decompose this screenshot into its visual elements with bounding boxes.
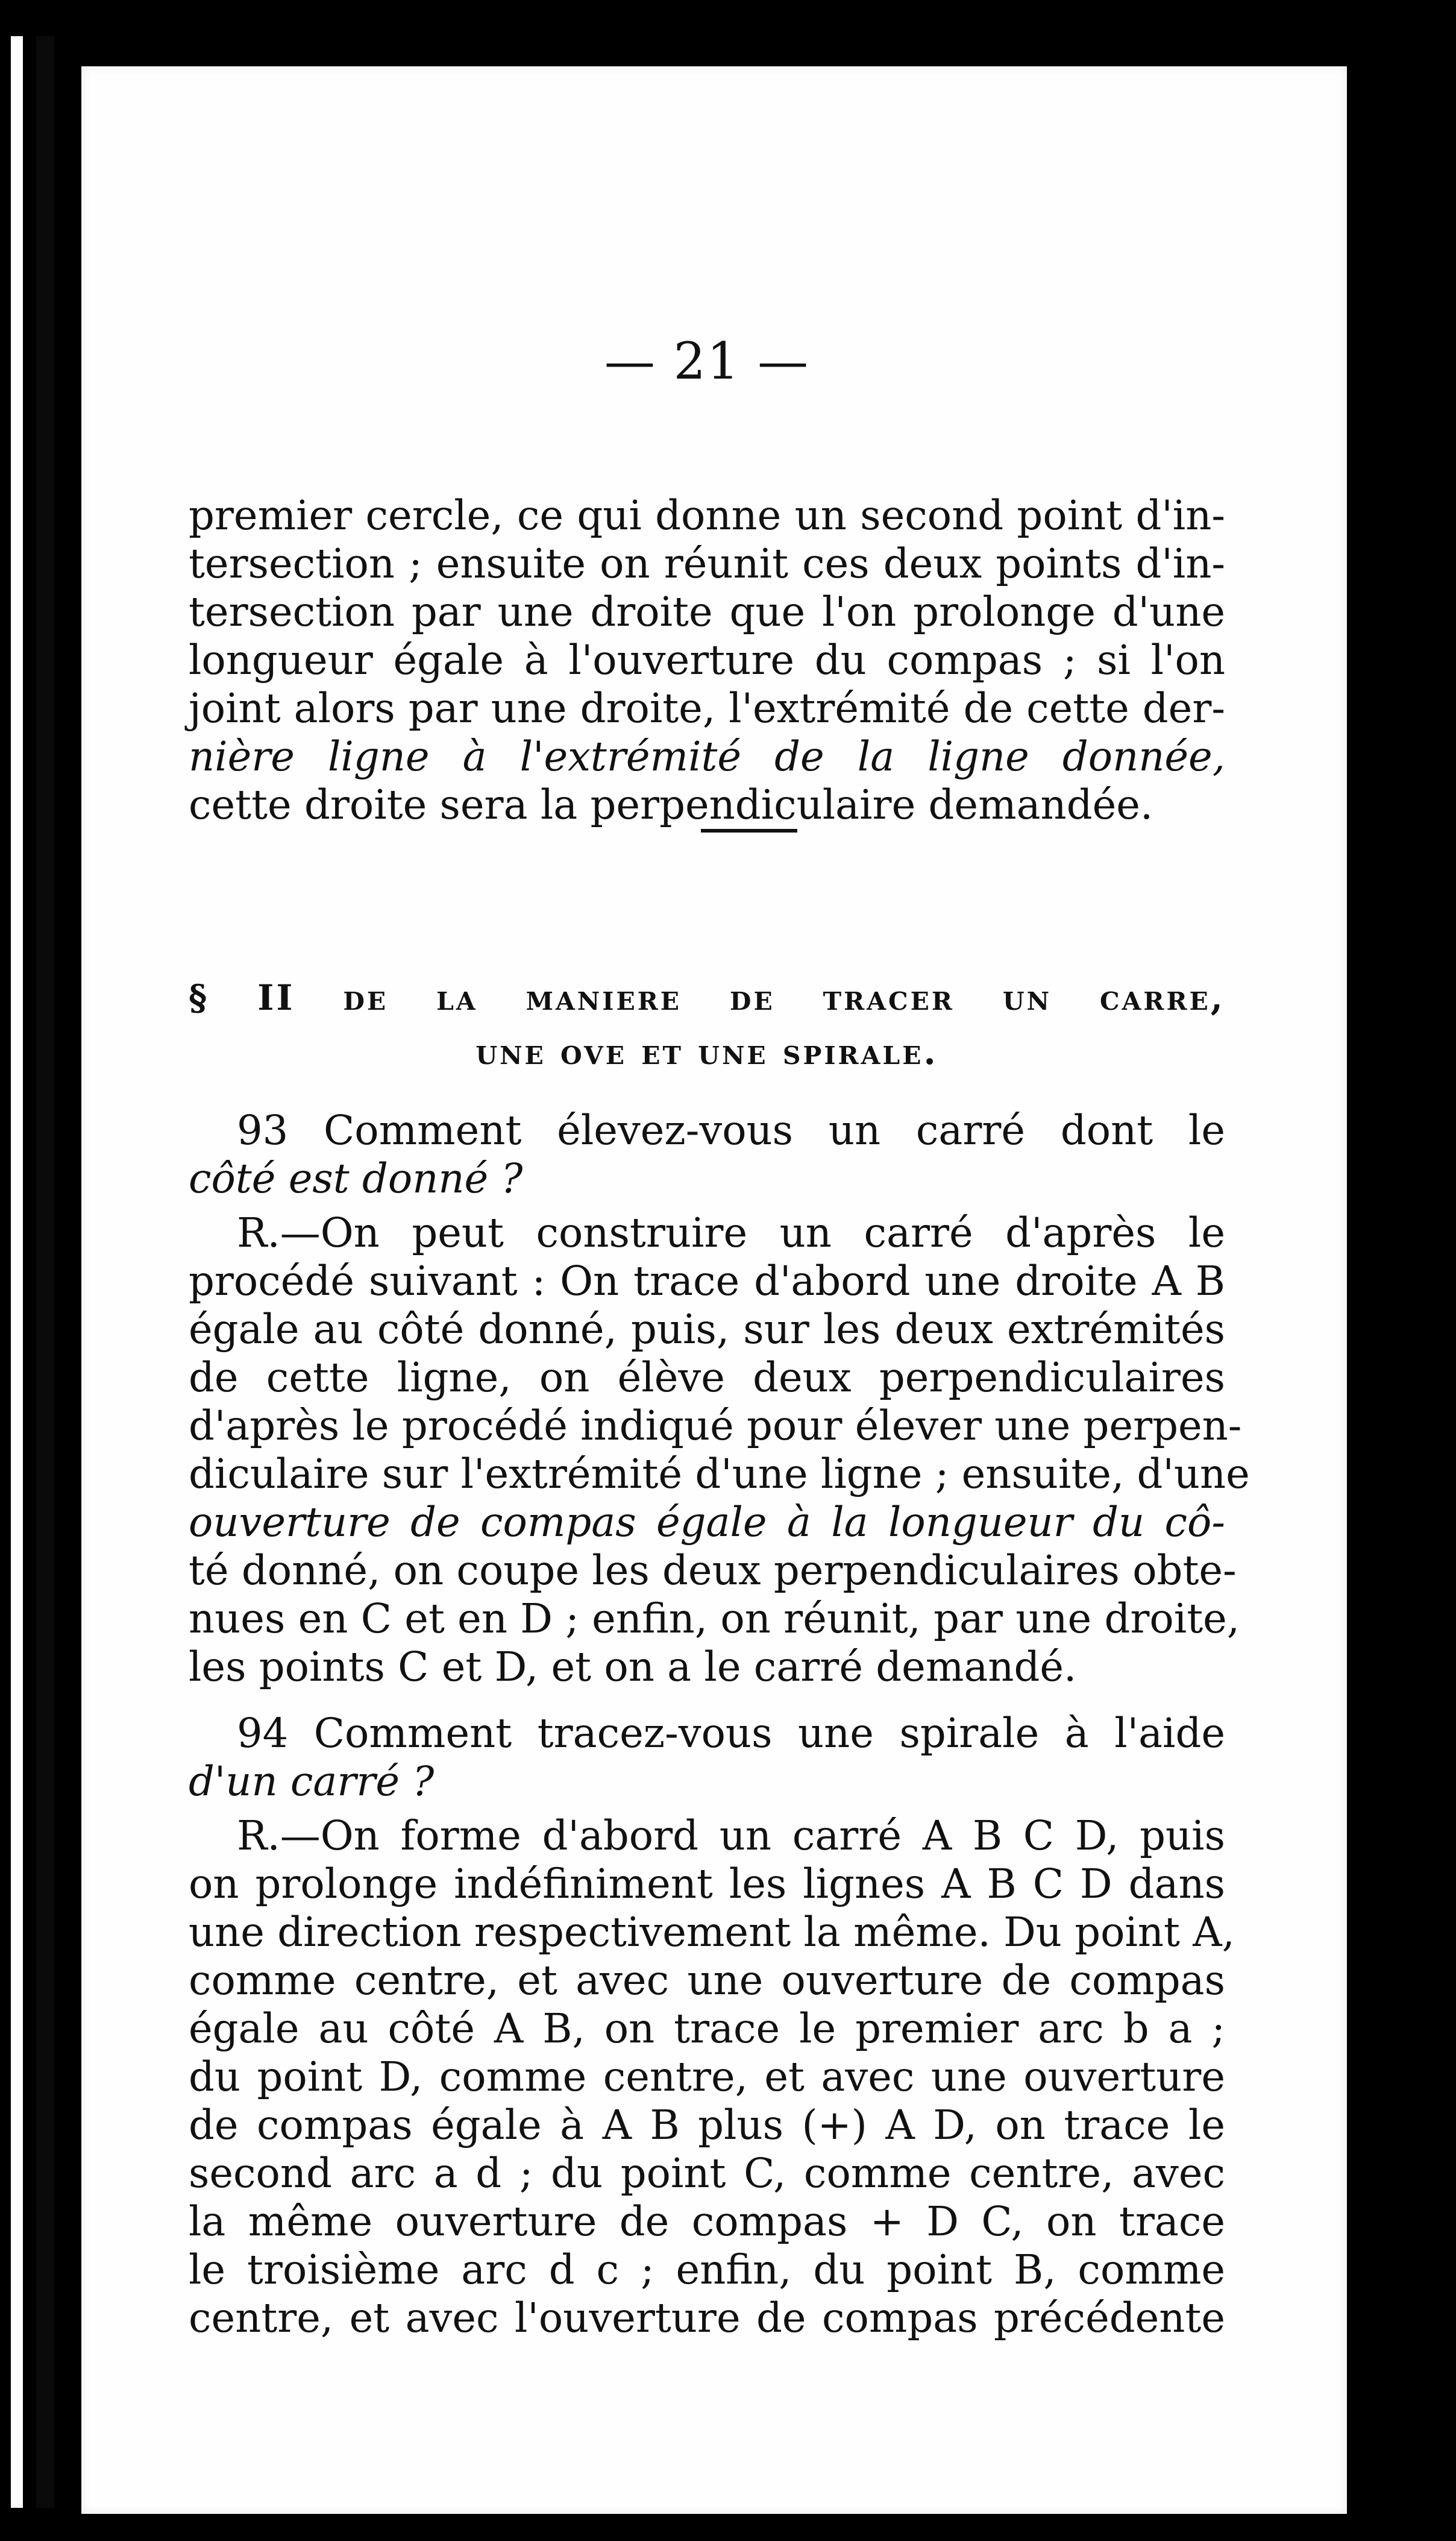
binding-shadow: [36, 36, 54, 2508]
answer-line: ouverture de compas égale à la longueur du cô-: [189, 1499, 1225, 1546]
page-number: — 21 —: [604, 332, 810, 391]
answer-line: té donné, on coupe les deux perpendiculaires obte-: [189, 1547, 1237, 1594]
answer-line: R.—On peut construire un carré d'après le: [237, 1209, 1225, 1256]
answer-line: nues en C et en D ; enfin, on réunit, par une droite,: [189, 1595, 1240, 1642]
question-line: 94 Comment tracez-vous une spirale à l'aide: [237, 1710, 1225, 1757]
answer-line: égale au côté A B, on trace le premier arc b a ;: [189, 2005, 1225, 2052]
text-line: tersection ; ensuite on réunit ces deux points d'in-: [189, 540, 1225, 587]
text-line: nière ligne à l'extrémité de la ligne donnée,: [189, 733, 1225, 780]
section-separator-rule: [701, 829, 797, 833]
text-line: longueur égale à l'ouverture du compas ; si l'on: [189, 637, 1225, 684]
answer-line: d'après le procédé indiqué pour élever une perpen-: [189, 1402, 1242, 1449]
previous-page-edge: [11, 36, 23, 2508]
text-line: tersection par une droite que l'on prolonge d'une: [189, 588, 1225, 635]
answer-line: de cette ligne, on élève deux perpendiculaires: [189, 1354, 1225, 1401]
answer-line: R.—On forme d'abord un carré A B C D, puis: [237, 1812, 1225, 1859]
answer-line: diculaire sur l'extrémité d'une ligne ; ensuite, d'une: [189, 1450, 1250, 1497]
section-heading-line: § II de la maniere de tracer un carre,: [189, 977, 1225, 1018]
answer-line: une direction respectivement la même. Du point A,: [189, 1909, 1235, 1956]
answer-line: égale au côté donné, puis, sur les deux extrémités: [189, 1306, 1225, 1353]
book-page: [81, 66, 1347, 2514]
answer-line: on prolonge indéfiniment les lignes A B C D dans: [189, 1860, 1225, 1907]
text-line: cette droite sera la perpendiculaire demandée.: [189, 781, 1153, 828]
answer-line: procédé suivant : On trace d'abord une droite A B: [189, 1258, 1225, 1305]
answer-line: les points C et D, et on a le carré demandé.: [189, 1643, 1077, 1690]
text-line: joint alors par une droite, l'extrémité de cette der-: [189, 685, 1225, 732]
answer-line: du point D, comme centre, et avec une ouverture: [189, 2053, 1225, 2100]
answer-line: comme centre, et avec une ouverture de compas: [189, 1957, 1225, 2004]
section-heading-line: une ove et une spirale.: [475, 1031, 938, 1072]
question-line: 93 Comment élevez-vous un carré dont le: [237, 1107, 1225, 1154]
answer-line: le troisième arc d c ; enfin, du point B, comme: [189, 2246, 1225, 2293]
question-line: d'un carré ?: [189, 1758, 435, 1805]
answer-line: de compas égale à A B plus (+) A D, on trace le: [189, 2102, 1225, 2149]
question-line: côté est donné ?: [189, 1155, 523, 1202]
answer-line: la même ouverture de compas + D C, on trace: [189, 2198, 1225, 2245]
text-line: premier cercle, ce qui donne un second point d'in-: [189, 492, 1225, 539]
answer-line: second arc a d ; du point C, comme centre, avec: [189, 2150, 1225, 2197]
answer-line: centre, et avec l'ouverture de compas précédente: [189, 2294, 1225, 2341]
